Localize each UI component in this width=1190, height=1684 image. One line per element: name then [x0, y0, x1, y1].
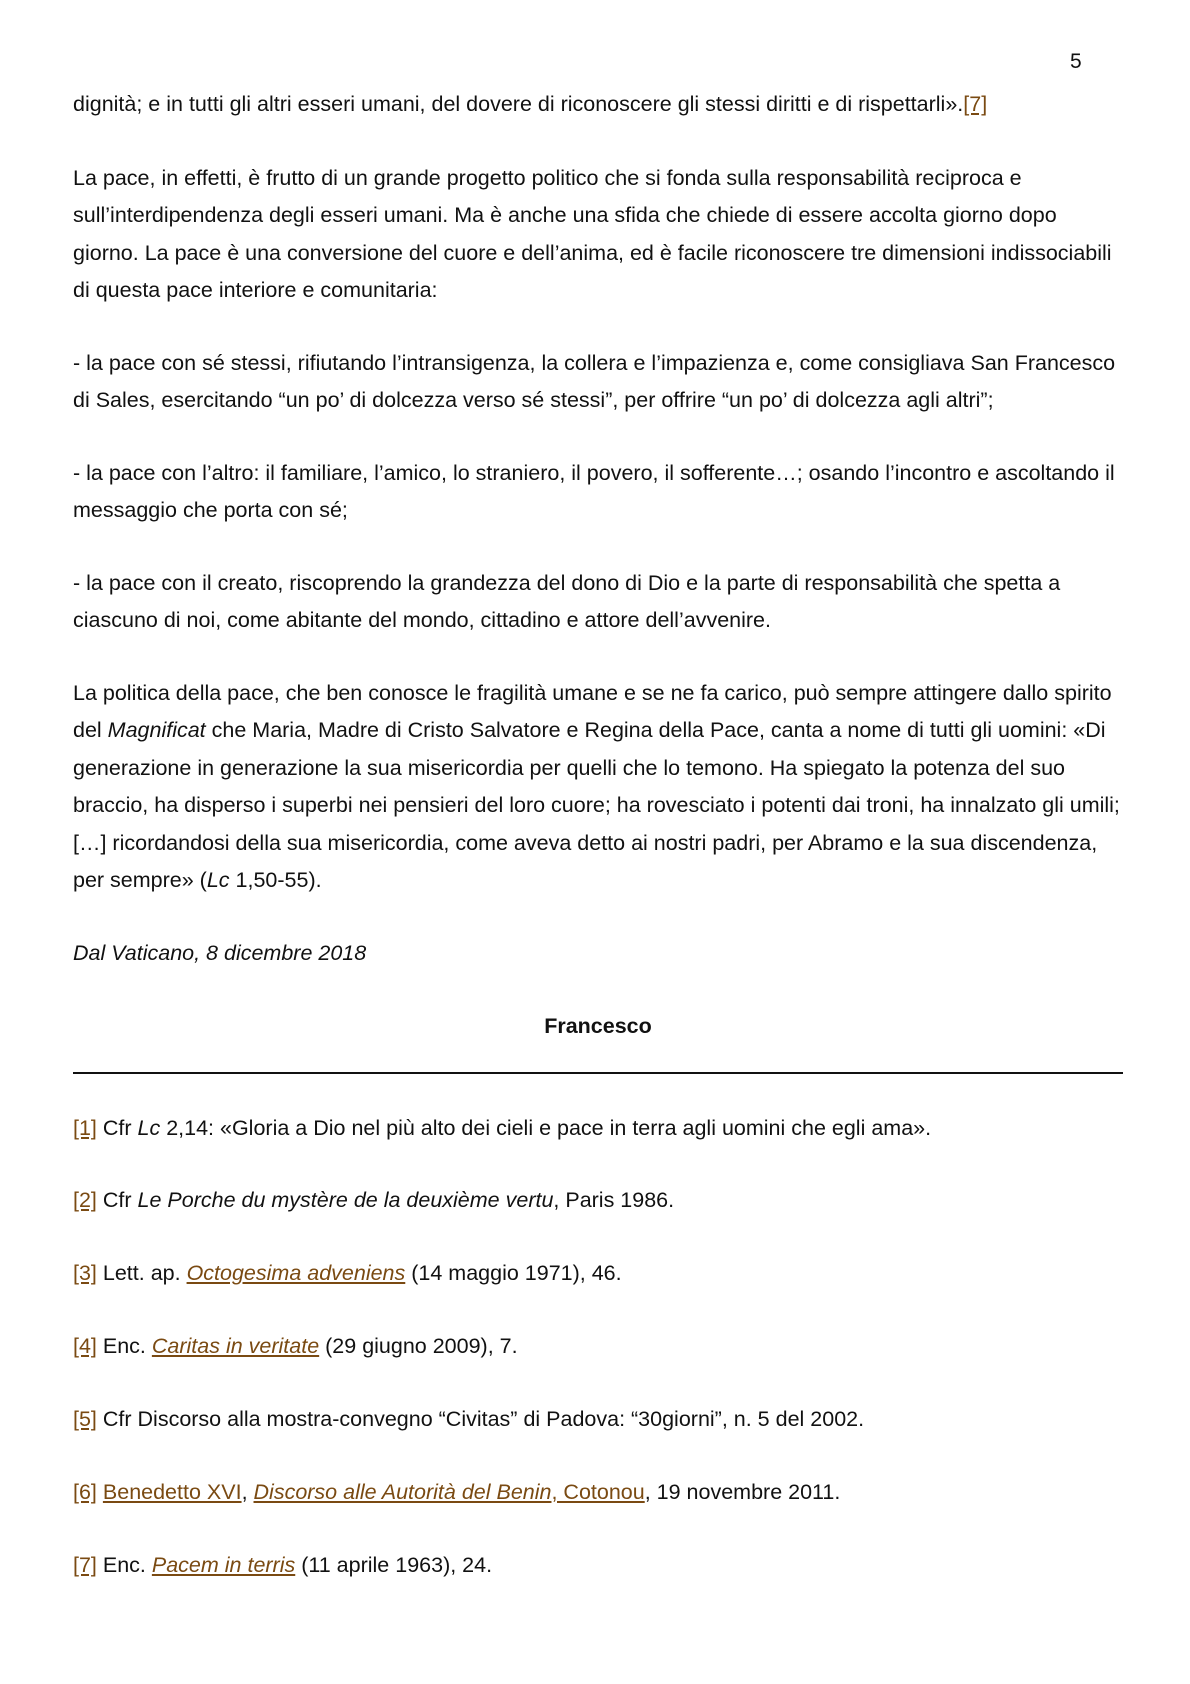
book-title: Le Porche du mystère de la deuxième vertu	[137, 1188, 554, 1213]
link-discorso-benin[interactable]: Discorso alle Autorità del Benin	[253, 1479, 552, 1504]
date-line: Dal Vaticano, 8 dicembre 2018	[73, 940, 367, 965]
footnote-text: Enc.	[96, 1334, 152, 1359]
page-number: 5	[1070, 50, 1082, 73]
magnificat-title: Magnificat	[107, 718, 206, 742]
footnote-backref-6[interactable]: [6]	[73, 1479, 97, 1504]
paragraph-text: La politica della pace, che ben conosce le fragilità umane e se ne fa carico, può sempre attingere dallo spirito del	[73, 680, 1112, 742]
link-octogesima-adveniens[interactable]: Octogesima adveniens	[186, 1261, 406, 1286]
footnote-5	[73, 1401, 1123, 1439]
paragraph-peace-self: - la pace con sé stessi, rifiutando l’intransigenza, la collera e l’impazienza e, come consigliava San Francesco di Sales, esercitando “un po’ di dolcezza verso sé stessi”, per offrire “un po’ di dolcezza agli altri”;	[73, 350, 1116, 412]
paragraph-dignity	[73, 86, 1123, 124]
footnote-divider	[73, 1072, 1123, 1074]
document-body	[73, 86, 1123, 1620]
footnote-text: 2,14: «Gloria a Dio nel più alto dei cieli e pace in terra agli uomini che egli ama».	[160, 1115, 932, 1140]
paragraph-peace-creation: - la pace con il creato, riscoprendo la grandezza del dono di Dio e la parte di responsabilità che spetta a ciascuno di noi, come abitante del mondo, cittadino e attore dell’avvenire.	[73, 570, 1061, 632]
lc-abbreviation: Lc	[137, 1115, 161, 1140]
paragraph-text: che Maria, Madre di Cristo Salvatore e Regina della Pace, canta a nome di tutti gli uomini: «Di generazione in generazione la sua misericordia per quelli che lo temono. Ha spiegato la potenza del suo braccio, ha disperso i superbi nei pensieri del loro cuore; ha rovesciato i potenti dai troni, ha innalzato gli umili; […] ricordandosi della sua misericordia, come aveva detto ai nostri padri, per Abramo e la sua discendenza, per sempre» (	[73, 718, 1120, 892]
footnote-text: Lett. ap.	[96, 1261, 187, 1286]
footnote-text: Cfr	[96, 1115, 138, 1140]
paragraph-magnificat	[73, 675, 1123, 900]
link-pacem-in-terris[interactable]: Pacem in terris	[151, 1552, 296, 1577]
footnote-backref-1[interactable]: [1]	[73, 1115, 97, 1140]
link-benedetto-xvi[interactable]: Benedetto XVI	[102, 1479, 242, 1504]
footnote-2	[73, 1182, 1123, 1220]
link-caritas-in-veritate[interactable]: Caritas in veritate	[151, 1334, 320, 1359]
footnote-text: ,	[241, 1479, 254, 1504]
footnote-4	[73, 1328, 1123, 1366]
footnote-7	[73, 1547, 1123, 1585]
footnote-text: (14 maggio 1971), 46.	[405, 1261, 622, 1286]
paragraph-text: 1,50-55).	[229, 868, 322, 892]
link-cotonou[interactable]: , Cotonou	[551, 1479, 645, 1504]
footnote-1	[73, 1110, 1123, 1148]
footnote-text: (29 giugno 2009), 7.	[319, 1334, 518, 1359]
footnote-backref-3[interactable]: [3]	[73, 1261, 97, 1286]
footnote-6	[73, 1474, 1123, 1512]
footnote-backref-5[interactable]: [5]	[73, 1407, 97, 1432]
footnote-text: Enc.	[96, 1552, 152, 1577]
footnote-text: (11 aprile 1963), 24.	[295, 1552, 493, 1577]
footnote-text: , 19 novembre 2011.	[644, 1479, 841, 1504]
footnote-ref-7[interactable]: [7]	[963, 92, 988, 116]
footnote-text: Cfr	[96, 1188, 138, 1213]
footnote-text: Cfr Discorso alla mostra-convegno “Civitas” di Padova: “30giorni”, n. 5 del 2002.	[96, 1407, 865, 1432]
footnote-text: , Paris 1986.	[553, 1188, 675, 1213]
paragraph-peace-other: - la pace con l’altro: il familiare, l’amico, lo straniero, il povero, il sofferente…; osando l’incontro e ascoltando il messaggio che porta con sé;	[73, 460, 1115, 522]
footnote-3	[73, 1255, 1123, 1293]
signature: Francesco	[544, 1014, 652, 1038]
footnote-backref-2[interactable]: [2]	[73, 1188, 97, 1213]
paragraph-text: dignità; e in tutti gli altri esseri umani, del dovere di riconoscere gli stessi diritti e di rispettarli».	[73, 92, 964, 116]
footnote-backref-7[interactable]: [7]	[73, 1552, 97, 1577]
paragraph-peace-project: La pace, in effetti, è frutto di un grande progetto politico che si fonda sulla responsabilità reciproca e sull’interdipendenza degli esseri umani. Ma è anche una sfida che chiede di essere accolta giorno dopo giorno. La pace è una conversione del cuore e dell’anima, ed è facile riconoscere tre dimensioni indissociabili di questa pace interiore e comunitaria:	[73, 165, 1112, 302]
footnote-backref-4[interactable]: [4]	[73, 1334, 97, 1359]
lc-abbreviation: Lc	[206, 868, 230, 892]
